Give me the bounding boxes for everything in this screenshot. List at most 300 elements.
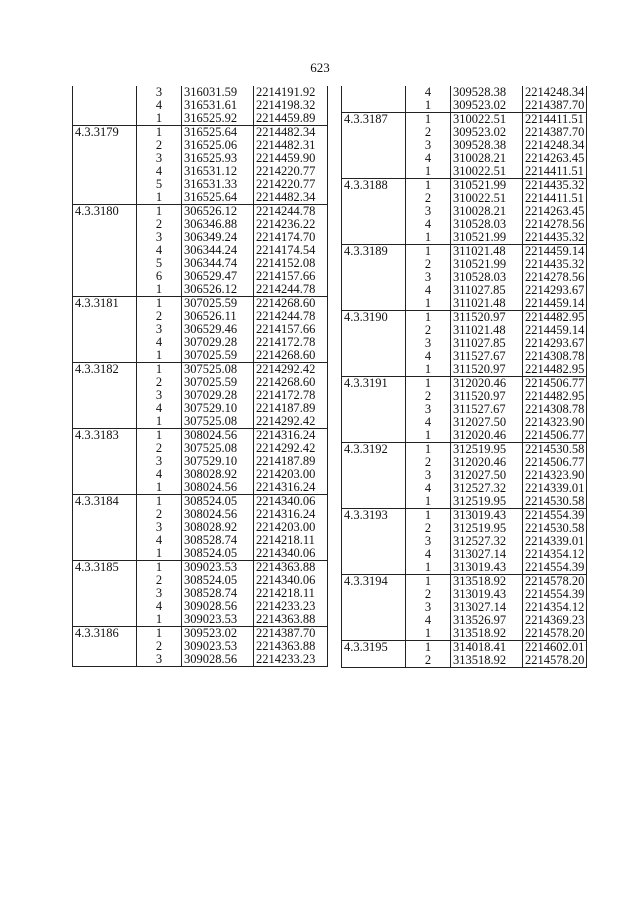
- x-coordinate: 307529.10: [182, 402, 254, 415]
- y-coordinate: 2214554.39: [523, 561, 587, 575]
- point-number: 1: [137, 349, 182, 363]
- y-coordinate: 2214387.70: [523, 99, 587, 113]
- point-number: 4: [406, 86, 451, 99]
- x-coordinate: 311021.48: [451, 324, 523, 337]
- point-number: 2: [406, 522, 451, 535]
- lot-number: [73, 415, 137, 429]
- point-number: 4: [137, 336, 182, 349]
- lot-number: [73, 165, 137, 178]
- table-row: [73, 442, 328, 455]
- point-number: 1: [406, 231, 451, 245]
- lot-number: [342, 403, 406, 416]
- table-row: [342, 469, 587, 482]
- table-row: [342, 231, 587, 245]
- y-coordinate: 2214218.11: [254, 587, 328, 600]
- x-coordinate: 307029.28: [182, 389, 254, 402]
- x-coordinate: 313518.92: [451, 654, 523, 668]
- point-number: 3: [137, 455, 182, 468]
- table-row: [342, 482, 587, 495]
- lot-number: 4.3.3186: [73, 627, 137, 641]
- point-number: 2: [406, 390, 451, 403]
- x-coordinate: 313019.43: [451, 561, 523, 575]
- x-coordinate: 309023.53: [182, 561, 254, 575]
- y-coordinate: 2214174.70: [254, 231, 328, 244]
- point-number: 1: [137, 126, 182, 140]
- x-coordinate: 309023.53: [182, 640, 254, 653]
- x-coordinate: 310528.03: [451, 218, 523, 231]
- table-row: [73, 270, 328, 283]
- y-coordinate: 2214187.89: [254, 402, 328, 415]
- x-coordinate: 309023.53: [182, 613, 254, 627]
- point-number: 4: [406, 482, 451, 495]
- lot-number: 4.3.3181: [73, 297, 137, 311]
- table-row: [73, 481, 328, 495]
- x-coordinate: 311021.48: [451, 297, 523, 311]
- lot-number: 4.3.3192: [342, 443, 406, 457]
- lot-number: 4.3.3184: [73, 495, 137, 509]
- table-row: [342, 363, 587, 377]
- y-coordinate: 2214578.20: [523, 627, 587, 641]
- y-coordinate: 2214220.77: [254, 178, 328, 191]
- x-coordinate: 316531.33: [182, 178, 254, 191]
- y-coordinate: 2214236.22: [254, 218, 328, 231]
- point-number: 3: [406, 271, 451, 284]
- y-coordinate: 2214203.00: [254, 521, 328, 534]
- point-number: 3: [406, 601, 451, 614]
- table-row: [73, 613, 328, 627]
- x-coordinate: 306526.11: [182, 310, 254, 323]
- table-row: [73, 323, 328, 336]
- lot-number: [342, 152, 406, 165]
- y-coordinate: 2214411.51: [523, 113, 587, 127]
- y-coordinate: 2214482.95: [523, 363, 587, 377]
- y-coordinate: 2214248.34: [523, 139, 587, 152]
- point-number: 2: [137, 508, 182, 521]
- point-number: 1: [137, 415, 182, 429]
- x-coordinate: 311527.67: [451, 403, 523, 416]
- y-coordinate: 2214316.24: [254, 508, 328, 521]
- x-coordinate: 316525.93: [182, 152, 254, 165]
- lot-number: [73, 640, 137, 653]
- table-row: [342, 601, 587, 614]
- x-coordinate: 309028.56: [182, 600, 254, 613]
- x-coordinate: 307525.08: [182, 415, 254, 429]
- point-number: 2: [406, 654, 451, 668]
- lot-number: [342, 218, 406, 231]
- x-coordinate: 316525.64: [182, 126, 254, 140]
- x-coordinate: 316525.92: [182, 112, 254, 126]
- point-number: 2: [137, 442, 182, 455]
- lot-number: [342, 416, 406, 429]
- lot-number: 4.3.3185: [73, 561, 137, 575]
- table-row: [342, 113, 587, 127]
- point-number: 1: [406, 377, 451, 391]
- table-row: [73, 231, 328, 244]
- table-row: [73, 600, 328, 613]
- lot-number: [73, 244, 137, 257]
- table-row: [73, 574, 328, 587]
- lot-number: [73, 99, 137, 112]
- y-coordinate: 2214506.77: [523, 429, 587, 443]
- x-coordinate: 311027.85: [451, 337, 523, 350]
- point-number: 2: [137, 218, 182, 231]
- y-coordinate: 2214435.32: [523, 179, 587, 193]
- point-number: 3: [137, 587, 182, 600]
- point-number: 1: [137, 495, 182, 509]
- x-coordinate: 310022.51: [451, 192, 523, 205]
- x-coordinate: 311520.97: [451, 311, 523, 325]
- table-row: [73, 640, 328, 653]
- x-coordinate: 312527.32: [451, 482, 523, 495]
- y-coordinate: 2214187.89: [254, 455, 328, 468]
- lot-number: [342, 627, 406, 641]
- x-coordinate: 308524.05: [182, 574, 254, 587]
- table-row: [73, 336, 328, 349]
- lot-number: [73, 218, 137, 231]
- table-row: [73, 139, 328, 152]
- y-coordinate: 2214263.45: [523, 152, 587, 165]
- x-coordinate: 309523.02: [182, 627, 254, 641]
- y-coordinate: 2214293.67: [523, 337, 587, 350]
- lot-number: [342, 522, 406, 535]
- x-coordinate: 307525.08: [182, 442, 254, 455]
- table-row: [342, 324, 587, 337]
- lot-number: [73, 534, 137, 547]
- table-row: [73, 468, 328, 481]
- y-coordinate: 2214530.58: [523, 522, 587, 535]
- x-coordinate: 310022.51: [451, 165, 523, 179]
- y-coordinate: 2214411.51: [523, 192, 587, 205]
- lot-number: [73, 481, 137, 495]
- coordinate-table-right: [341, 86, 587, 668]
- table-row: [342, 403, 587, 416]
- lot-number: 4.3.3191: [342, 377, 406, 391]
- point-number: 3: [406, 205, 451, 218]
- point-number: 3: [137, 86, 182, 99]
- lot-number: [73, 521, 137, 534]
- x-coordinate: 308028.92: [182, 468, 254, 481]
- y-coordinate: 2214268.60: [254, 349, 328, 363]
- lot-number: [342, 165, 406, 179]
- y-coordinate: 2214506.77: [523, 377, 587, 391]
- lot-number: [73, 323, 137, 336]
- point-number: 4: [137, 402, 182, 415]
- lot-number: [342, 495, 406, 509]
- point-number: 1: [137, 627, 182, 641]
- point-number: 3: [137, 231, 182, 244]
- point-number: 1: [137, 283, 182, 297]
- x-coordinate: 308024.56: [182, 508, 254, 521]
- lot-number: [342, 126, 406, 139]
- lot-number: [342, 139, 406, 152]
- point-number: 1: [406, 561, 451, 575]
- table-row: [73, 587, 328, 600]
- lot-number: [73, 139, 137, 152]
- table-row: [342, 139, 587, 152]
- y-coordinate: 2214387.70: [523, 126, 587, 139]
- x-coordinate: 308028.92: [182, 521, 254, 534]
- y-coordinate: 2214172.78: [254, 389, 328, 402]
- y-coordinate: 2214244.78: [254, 205, 328, 219]
- x-coordinate: 308524.05: [182, 547, 254, 561]
- x-coordinate: 307025.59: [182, 349, 254, 363]
- table-row: [342, 390, 587, 403]
- table-row: [73, 455, 328, 468]
- y-coordinate: 2214292.42: [254, 363, 328, 377]
- y-coordinate: 2214459.90: [254, 152, 328, 165]
- point-number: 1: [406, 179, 451, 193]
- table-row: [342, 350, 587, 363]
- point-number: 4: [137, 600, 182, 613]
- point-number: 1: [406, 509, 451, 523]
- lot-number: [342, 258, 406, 271]
- y-coordinate: 2214387.70: [254, 627, 328, 641]
- table-row: [342, 86, 587, 99]
- table-row: [342, 614, 587, 627]
- lot-number: [342, 654, 406, 668]
- lot-number: [342, 548, 406, 561]
- table-row: [342, 245, 587, 259]
- x-coordinate: 310028.21: [451, 205, 523, 218]
- point-number: 1: [406, 99, 451, 113]
- table-row: [73, 415, 328, 429]
- lot-number: 4.3.3195: [342, 641, 406, 655]
- x-coordinate: 312519.95: [451, 522, 523, 535]
- y-coordinate: 2214363.88: [254, 640, 328, 653]
- x-coordinate: 312519.95: [451, 495, 523, 509]
- y-coordinate: 2214323.90: [523, 416, 587, 429]
- point-number: 3: [137, 152, 182, 165]
- y-coordinate: 2214435.32: [523, 231, 587, 245]
- x-coordinate: 308024.56: [182, 429, 254, 443]
- x-coordinate: 310521.99: [451, 231, 523, 245]
- lot-number: [73, 508, 137, 521]
- lot-number: [73, 112, 137, 126]
- lot-number: 4.3.3193: [342, 509, 406, 523]
- table-row: [342, 179, 587, 193]
- table-row: [342, 192, 587, 205]
- x-coordinate: 313518.92: [451, 627, 523, 641]
- point-number: 4: [137, 468, 182, 481]
- lot-number: [73, 455, 137, 468]
- x-coordinate: 311021.48: [451, 245, 523, 259]
- table-row: [73, 165, 328, 178]
- table-row: [73, 363, 328, 377]
- y-coordinate: 2214152.08: [254, 257, 328, 270]
- y-coordinate: 2214157.66: [254, 323, 328, 336]
- table-row: [342, 337, 587, 350]
- point-number: 4: [406, 614, 451, 627]
- y-coordinate: 2214203.00: [254, 468, 328, 481]
- y-coordinate: 2214308.78: [523, 403, 587, 416]
- lot-number: [73, 468, 137, 481]
- x-coordinate: 306526.12: [182, 205, 254, 219]
- table-row: [73, 244, 328, 257]
- lot-number: [342, 324, 406, 337]
- x-coordinate: 312027.50: [451, 416, 523, 429]
- point-number: 1: [137, 112, 182, 126]
- point-number: 5: [137, 178, 182, 191]
- x-coordinate: 307025.59: [182, 297, 254, 311]
- y-coordinate: 2214292.42: [254, 415, 328, 429]
- point-number: 1: [406, 297, 451, 311]
- lot-number: [342, 588, 406, 601]
- table-row: [73, 508, 328, 521]
- x-coordinate: 316031.59: [182, 86, 254, 99]
- lot-number: [342, 601, 406, 614]
- x-coordinate: 313019.43: [451, 588, 523, 601]
- table-row: [342, 311, 587, 325]
- lot-number: [342, 337, 406, 350]
- table-row: [342, 522, 587, 535]
- y-coordinate: 2214482.31: [254, 139, 328, 152]
- point-number: 1: [137, 547, 182, 561]
- y-coordinate: 2214482.34: [254, 191, 328, 205]
- x-coordinate: 313027.14: [451, 601, 523, 614]
- lot-number: [342, 297, 406, 311]
- y-coordinate: 2214482.95: [523, 390, 587, 403]
- lot-number: [342, 271, 406, 284]
- table-row: [342, 548, 587, 561]
- y-coordinate: 2214339.01: [523, 482, 587, 495]
- table-row: [73, 152, 328, 165]
- lot-number: [73, 574, 137, 587]
- point-number: 2: [137, 574, 182, 587]
- point-number: 1: [137, 205, 182, 219]
- x-coordinate: 310521.99: [451, 179, 523, 193]
- point-number: 1: [137, 297, 182, 311]
- point-number: 1: [137, 481, 182, 495]
- lot-number: [342, 192, 406, 205]
- lot-number: [342, 429, 406, 443]
- x-coordinate: 309523.02: [451, 99, 523, 113]
- table-row: [73, 86, 328, 99]
- table-row: [73, 126, 328, 140]
- x-coordinate: 316531.12: [182, 165, 254, 178]
- x-coordinate: 308524.05: [182, 495, 254, 509]
- point-number: 1: [406, 627, 451, 641]
- lot-number: [73, 442, 137, 455]
- point-number: 3: [406, 403, 451, 416]
- x-coordinate: 312020.46: [451, 377, 523, 391]
- y-coordinate: 2214278.56: [523, 218, 587, 231]
- x-coordinate: 310028.21: [451, 152, 523, 165]
- point-number: 1: [137, 613, 182, 627]
- point-number: 1: [137, 191, 182, 205]
- table-row: [342, 126, 587, 139]
- lot-number: [73, 191, 137, 205]
- x-coordinate: 309528.38: [451, 139, 523, 152]
- point-number: 4: [137, 534, 182, 547]
- y-coordinate: 2214233.23: [254, 653, 328, 667]
- y-coordinate: 2214354.12: [523, 601, 587, 614]
- point-number: 5: [137, 257, 182, 270]
- x-coordinate: 313518.92: [451, 575, 523, 589]
- point-number: 4: [137, 165, 182, 178]
- point-number: 3: [137, 521, 182, 534]
- x-coordinate: 306344.24: [182, 244, 254, 257]
- lot-number: [342, 284, 406, 297]
- point-number: 2: [137, 640, 182, 653]
- y-coordinate: 2214339.01: [523, 535, 587, 548]
- y-coordinate: 2214293.67: [523, 284, 587, 297]
- lot-number: [73, 178, 137, 191]
- x-coordinate: 306526.12: [182, 283, 254, 297]
- table-row: [342, 456, 587, 469]
- lot-number: [73, 402, 137, 415]
- lot-number: [342, 390, 406, 403]
- lot-number: [342, 363, 406, 377]
- y-coordinate: 2214340.06: [254, 547, 328, 561]
- table-row: [342, 284, 587, 297]
- x-coordinate: 306349.24: [182, 231, 254, 244]
- x-coordinate: 308024.56: [182, 481, 254, 495]
- x-coordinate: 316525.64: [182, 191, 254, 205]
- table-row: [342, 218, 587, 231]
- y-coordinate: 2214220.77: [254, 165, 328, 178]
- point-number: 1: [137, 429, 182, 443]
- point-number: 4: [406, 152, 451, 165]
- point-number: 1: [406, 575, 451, 589]
- point-number: 1: [406, 641, 451, 655]
- lot-number: [342, 561, 406, 575]
- point-number: 1: [137, 363, 182, 377]
- table-row: [73, 257, 328, 270]
- table-row: [342, 429, 587, 443]
- y-coordinate: 2214174.54: [254, 244, 328, 257]
- point-number: 3: [406, 469, 451, 482]
- y-coordinate: 2214316.24: [254, 429, 328, 443]
- x-coordinate: 306346.88: [182, 218, 254, 231]
- x-coordinate: 309528.38: [451, 86, 523, 99]
- y-coordinate: 2214530.58: [523, 443, 587, 457]
- x-coordinate: 307025.59: [182, 376, 254, 389]
- x-coordinate: 307529.10: [182, 455, 254, 468]
- y-coordinate: 2214482.34: [254, 126, 328, 140]
- lot-number: [342, 482, 406, 495]
- lot-number: [73, 310, 137, 323]
- lot-number: [73, 376, 137, 389]
- point-number: 2: [406, 192, 451, 205]
- table-row: [73, 495, 328, 509]
- point-number: 4: [137, 244, 182, 257]
- table-row: [342, 575, 587, 589]
- x-coordinate: 308528.74: [182, 534, 254, 547]
- lot-number: [342, 456, 406, 469]
- point-number: 1: [406, 363, 451, 377]
- lot-number: [342, 99, 406, 113]
- lot-number: [73, 270, 137, 283]
- table-row: [342, 271, 587, 284]
- lot-number: [342, 350, 406, 363]
- table-row: [342, 509, 587, 523]
- point-number: 2: [406, 588, 451, 601]
- point-number: 1: [406, 165, 451, 179]
- y-coordinate: 2214578.20: [523, 654, 587, 668]
- table-row: [342, 152, 587, 165]
- lot-number: [73, 336, 137, 349]
- y-coordinate: 2214308.78: [523, 350, 587, 363]
- y-coordinate: 2214459.14: [523, 324, 587, 337]
- y-coordinate: 2214340.06: [254, 574, 328, 587]
- x-coordinate: 314018.41: [451, 641, 523, 655]
- lot-number: 4.3.3179: [73, 126, 137, 140]
- table-row: [73, 205, 328, 219]
- y-coordinate: 2214323.90: [523, 469, 587, 482]
- table-row: [342, 641, 587, 655]
- lot-number: 4.3.3183: [73, 429, 137, 443]
- table-row: [342, 99, 587, 113]
